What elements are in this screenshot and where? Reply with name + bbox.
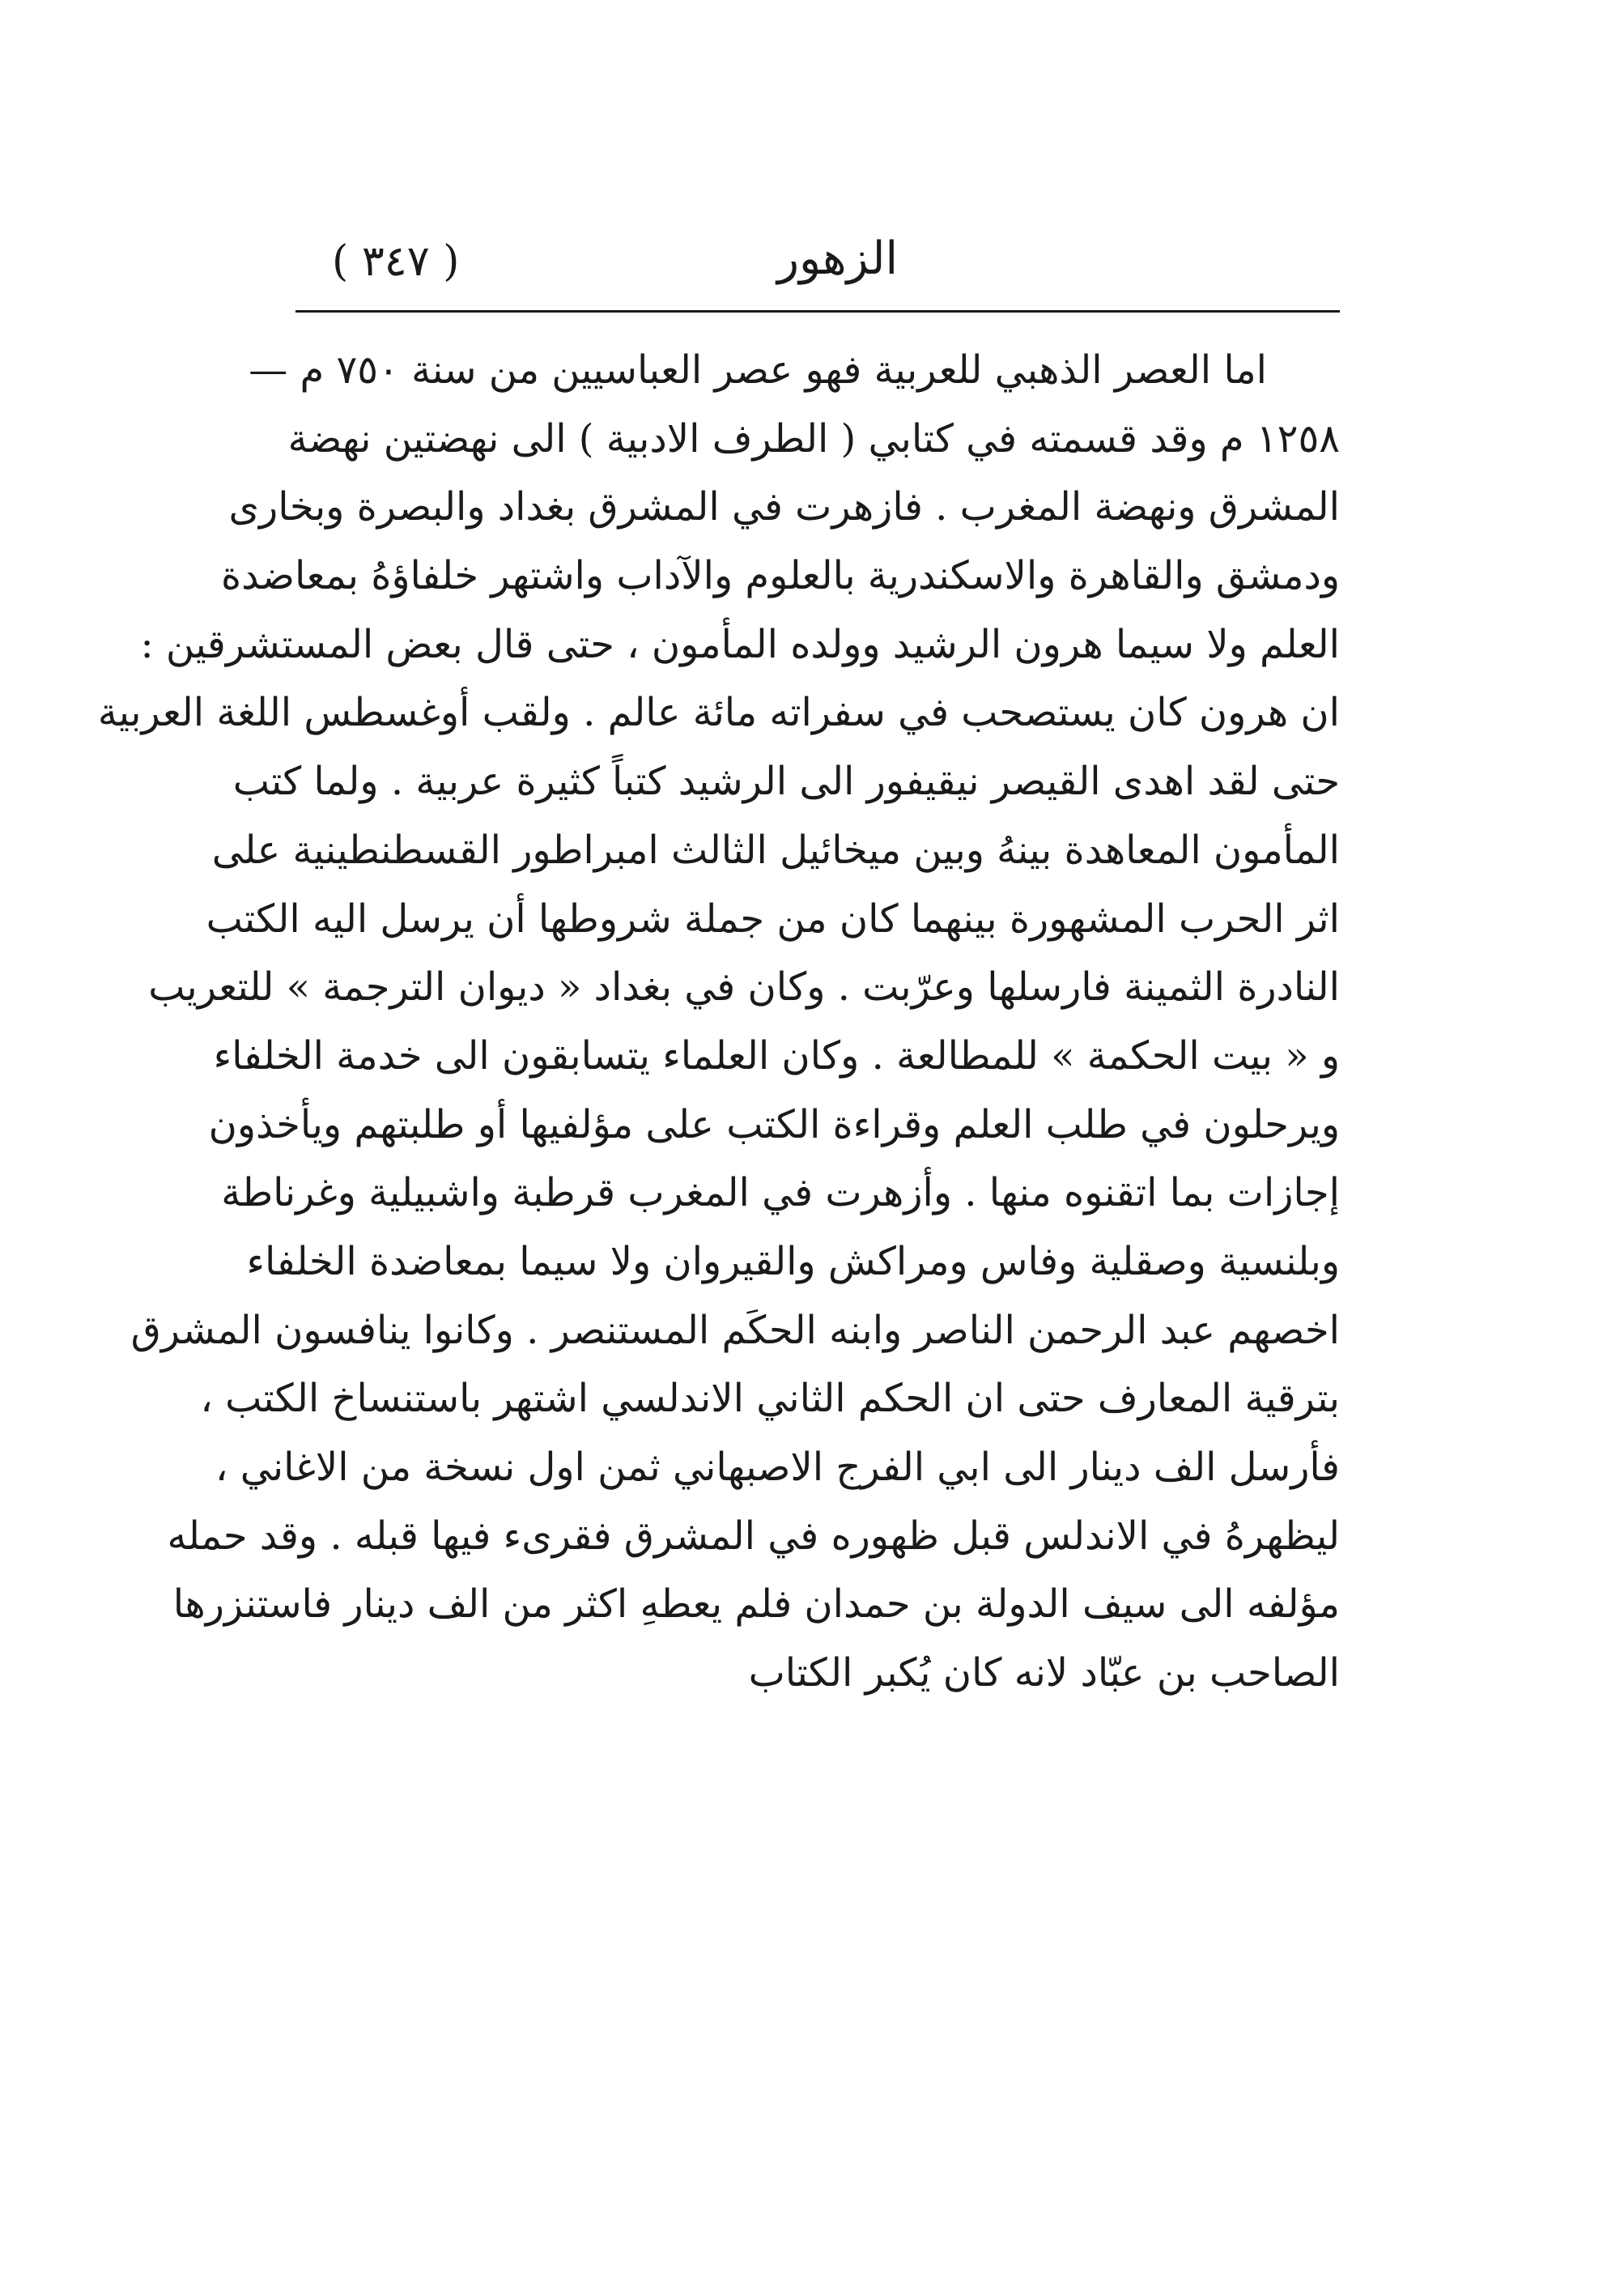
body-text xyxy=(97,336,1340,1708)
text-line: العلم ولا سيما هرون الرشيد وولده المأمون ، حتى قال بعض المستشرقين : xyxy=(140,621,1340,667)
text-line: ١٢٥٨ م وقد قسمته في كتابي ( الطرف الادبية ) الى نهضتين نهضة xyxy=(287,415,1340,462)
text-line: فأرسل الف دينار الى ابي الفرج الاصبهاني ثمن اول نسخة من الاغاني ، xyxy=(215,1445,1340,1490)
text-line: اما العصر الذهبي للعربية فهو عصر العباسيين من سنة ٧٥٠ م — xyxy=(249,347,1267,393)
text-line: ويرحلون في طلب العلم وقراءة الكتب على مؤلفيها أو طلبتهم ويأخذون xyxy=(208,1101,1340,1147)
text-line: وبلنسية وصقلية وفاس ومراكش والقيروان ولا سيما بمعاضدة الخلفاء xyxy=(246,1238,1340,1284)
text-line: حتى لقد اهدى القيصر نيقيفور الى الرشيد كتباً كثيرة عربية . ولما كتب xyxy=(232,759,1340,805)
page-header xyxy=(295,223,1340,287)
text-line: المشرق ونهضة المغرب . فازهرت في المشرق بغداد والبصرة وبخارى xyxy=(228,484,1340,530)
text-line: النادرة الثمينة فارسلها وعرّبت . وكان في بغداد « ديوان الترجمة » للتعريب xyxy=(148,964,1340,1011)
text-line: ان هرون كان يستصحب في سفراته مائة عالم . ولقب أوغسطس اللغة العربية xyxy=(97,690,1340,736)
text-line: بترقية المعارف حتى ان الحكم الثاني الاندلسي اشتهر باستنساخ الكتب ، xyxy=(200,1376,1340,1422)
text-line: المأمون المعاهدة بينهُ وبين ميخائيل الثالث امبراطور القسطنطينية على xyxy=(211,827,1340,873)
text-line: الصاحب بن عبّاد لانه كان يُكبر الكتاب xyxy=(748,1650,1340,1696)
text-line: مؤلفه الى سيف الدولة بن حمدان فلم يعطهِ اكثر من الف دينار فاستنزرها xyxy=(172,1581,1340,1628)
text-line: ليظهرهُ في الاندلس قبل ظهوره في المشرق فقرىء فيها قبله . وقد حمله xyxy=(167,1513,1340,1559)
text-line: إجازات بما اتقنوه منها . وأزهرت في المغرب قرطبة واشبيلية وغرناطة xyxy=(221,1170,1340,1216)
text-line: اخصهم عبد الرحمن الناصر وابنه الحكَم المستنصر . وكانوا ينافسون المشرق xyxy=(130,1307,1340,1353)
page-number: ( ٣٤٧ ) xyxy=(332,237,460,286)
text-line: ودمشق والقاهرة والاسكندرية بالعلوم والآداب واشتهر خلفاؤهُ بمعاضدة xyxy=(220,553,1340,599)
text-line: اثر الحرب المشهورة بينهما كان من جملة شروطها أن يرسل اليه الكتب xyxy=(206,896,1340,942)
text-line: و « بيت الحكمة » للمطالعة . وكان العلماء يتسابقون الى خدمة الخلفاء xyxy=(213,1032,1340,1079)
running-title: الزهور xyxy=(777,232,899,285)
header-divider xyxy=(295,310,1340,313)
